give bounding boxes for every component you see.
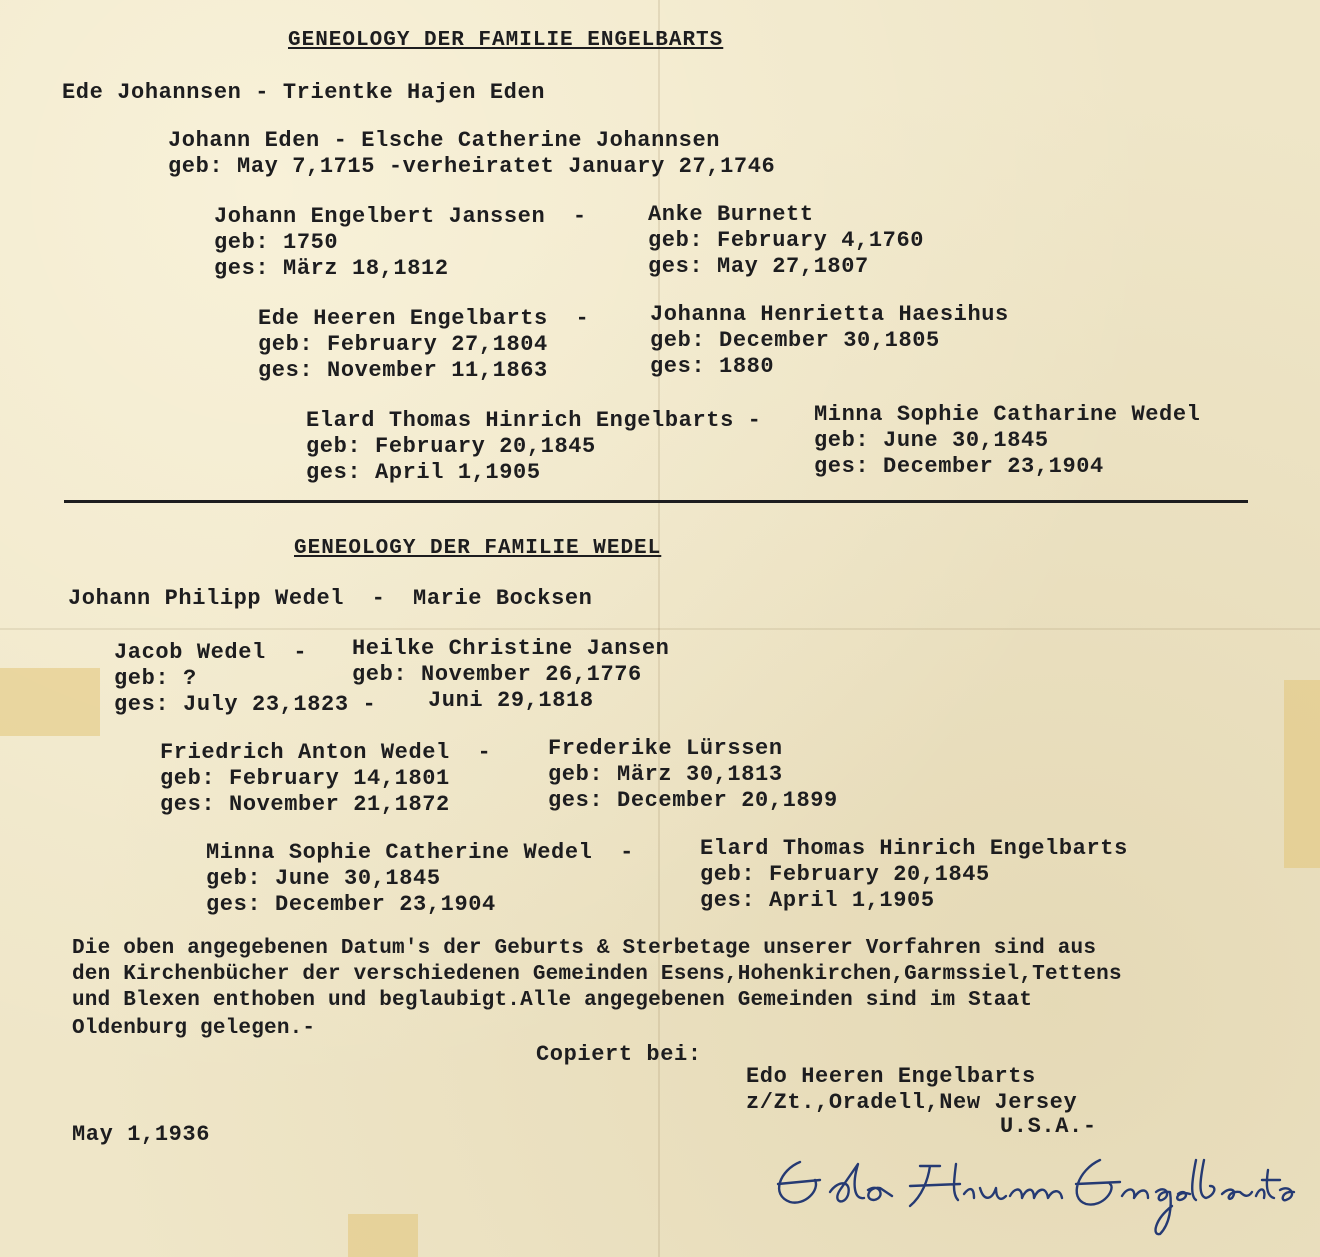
note-line-4: Oldenburg gelegen.- <box>72 1017 316 1040</box>
tape-right <box>1284 680 1320 868</box>
section2-gen2-left-birth: geb: ? <box>114 666 197 691</box>
section2-gen3-left-death: ges: November 21,1872 <box>160 792 450 817</box>
section2-gen3-left-name: Friedrich Anton Wedel - <box>160 740 492 765</box>
section2-gen2-right-birth: geb: November 26,1776 <box>352 662 642 687</box>
tape-left <box>0 668 100 736</box>
section2-gen3-right-birth: geb: März 30,1813 <box>548 762 783 787</box>
section1-gen4-right-name: Johanna Henrietta Haesihus <box>650 302 1009 327</box>
section2-gen3-right-name: Frederike Lürssen <box>548 736 783 761</box>
section1-gen5-left-birth: geb: February 20,1845 <box>306 434 596 459</box>
horizontal-fold-crease <box>0 628 1320 630</box>
section1-gen3-left-death: ges: März 18,1812 <box>214 256 449 281</box>
section1-gen5-right-death: ges: December 23,1904 <box>814 454 1104 479</box>
section1-gen3-left-name: Johann Engelbert Janssen - <box>214 204 587 229</box>
section2-gen4-right-name: Elard Thomas Hinrich Engelbarts <box>700 836 1128 861</box>
section-divider <box>64 500 1248 503</box>
section1-gen4-left-birth: geb: February 27,1804 <box>258 332 548 357</box>
section2-gen4-right-death: ges: April 1,1905 <box>700 888 935 913</box>
section2-gen3-right-death: ges: December 20,1899 <box>548 788 838 813</box>
section2-gen2-left-death: ges: July 23,1823 - <box>114 692 377 717</box>
copied-name: Edo Heeren Engelbarts <box>746 1064 1036 1089</box>
section2-gen4-left-name: Minna Sophie Catherine Wedel - <box>206 840 634 865</box>
section2-gen4-left-birth: geb: June 30,1845 <box>206 866 441 891</box>
section1-gen4-left-death: ges: November 11,1863 <box>258 358 548 383</box>
note-line-2: den Kirchenbücher der verschiedenen Gemeinden Esens,Hohenkirchen,Garmssiel,Tettens <box>72 963 1122 986</box>
section1-gen3-left-birth: geb: 1750 <box>214 230 339 255</box>
section2-title: GENEOLOGY DER FAMILIE WEDEL <box>294 537 662 560</box>
handwritten-signature <box>760 1140 1300 1240</box>
section1-gen1: Ede Johannsen - Trientke Hajen Eden <box>62 80 546 105</box>
section2-gen1: Johann Philipp Wedel - Marie Bocksen <box>68 586 593 611</box>
section2-gen2-left-name: Jacob Wedel - <box>114 640 308 665</box>
copied-label: Copiert bei: <box>536 1042 702 1067</box>
document-date: May 1,1936 <box>72 1122 211 1147</box>
section1-gen4-left-name: Ede Heeren Engelbarts - <box>258 306 590 331</box>
section1-gen2-line1: Johann Eden - Elsche Catherine Johannsen <box>168 128 721 153</box>
section2-gen4-right-birth: geb: February 20,1845 <box>700 862 990 887</box>
section1-gen2-line2: geb: May 7,1715 -verheiratet January 27,1746 <box>168 154 776 179</box>
section1-gen3-right-death: ges: May 27,1807 <box>648 254 869 279</box>
section1-gen5-right-birth: geb: June 30,1845 <box>814 428 1049 453</box>
copied-country: U.S.A.- <box>1000 1114 1097 1139</box>
section2-gen2-right-death: Juni 29,1818 <box>428 688 594 713</box>
section2-gen4-left-death: ges: December 23,1904 <box>206 892 496 917</box>
section1-gen5-left-name: Elard Thomas Hinrich Engelbarts - <box>306 408 762 433</box>
section1-title: GENEOLOGY DER FAMILIE ENGELBARTS <box>288 29 724 52</box>
section2-gen3-left-birth: geb: February 14,1801 <box>160 766 450 791</box>
section1-gen4-right-death: ges: 1880 <box>650 354 775 379</box>
section1-gen3-right-birth: geb: February 4,1760 <box>648 228 925 253</box>
note-line-1: Die oben angegebenen Datum's der Geburts & Sterbetage unserer Vorfahren sind aus <box>72 937 1097 960</box>
section1-gen3-right-name: Anke Burnett <box>648 202 814 227</box>
section1-gen4-right-birth: geb: December 30,1805 <box>650 328 940 353</box>
section2-gen2-right-name: Heilke Christine Jansen <box>352 636 670 661</box>
note-line-3: und Blexen enthoben und beglaubigt.Alle angegebenen Gemeinden sind im Staat <box>72 989 1033 1012</box>
section1-gen5-left-death: ges: April 1,1905 <box>306 460 541 485</box>
copied-address: z/Zt.,Oradell,New Jersey <box>746 1090 1078 1115</box>
tape-bottom <box>348 1214 418 1257</box>
section1-gen5-right-name: Minna Sophie Catharine Wedel <box>814 402 1201 427</box>
